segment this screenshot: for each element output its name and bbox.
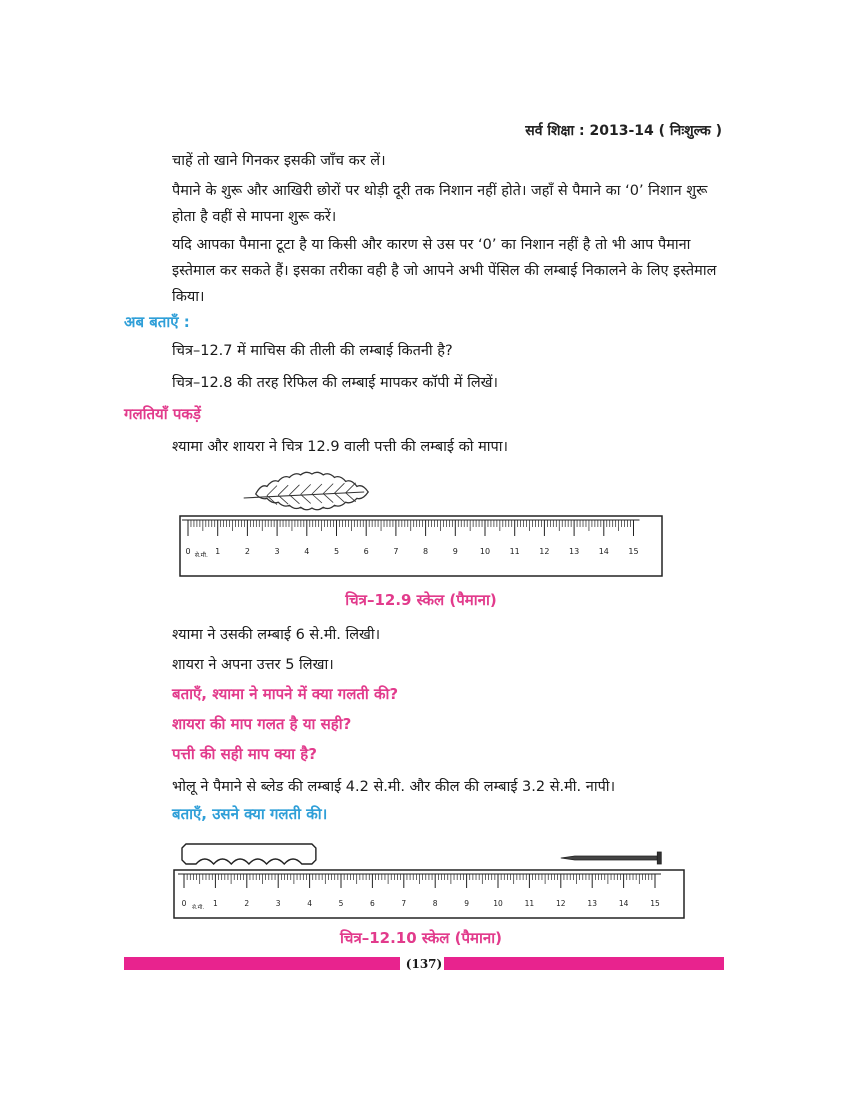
ruler-tick-label: 15	[650, 899, 660, 908]
ruler-tick-label: 8	[432, 899, 438, 908]
ruler-tick-label: 10	[493, 899, 503, 908]
ruler-tick-label: 10	[479, 547, 491, 556]
ruler-tick-label: 12	[539, 547, 550, 556]
ruler-tick-label: 5	[333, 547, 340, 556]
catch-errors-intro: श्यामा और शायरा ने चित्र 12.9 वाली पत्ती की लम्बाई को मापा।	[172, 439, 509, 455]
ruler-tick-label: 6	[370, 899, 375, 908]
leaf-vein	[334, 493, 344, 502]
leaf-vein	[278, 485, 288, 495]
blade-illustration	[182, 844, 316, 864]
ruler-tick-label: 0	[181, 899, 187, 908]
ruler-tick-label: 9	[452, 547, 458, 556]
ruler-tick-label: 9	[464, 899, 469, 908]
leaf-vein	[289, 485, 299, 495]
ruler-tick-label: 14	[598, 547, 609, 556]
ruler-tick-label: 5	[338, 899, 344, 908]
ruler-tick-label: 13	[587, 899, 597, 908]
question-correct-measure: पत्ती की सही माप क्या है?	[172, 745, 317, 763]
ruler-tick-label: 14	[618, 899, 629, 908]
question-shayra-correct: शायरा की माप गलत है या सही?	[172, 715, 352, 733]
leaf-vein	[346, 483, 356, 493]
ruler-tick-label: 4	[307, 899, 312, 908]
footer-bar-left	[124, 957, 400, 970]
ruler-figure-12-9	[176, 466, 666, 582]
leaf-vein	[312, 494, 322, 503]
ruler-tick-label: 11	[509, 547, 520, 556]
question-shyama-mistake: बताएँ, श्यामा ने मापने में क्या गलती की?	[172, 685, 399, 703]
ruler-tick-label: 1	[213, 899, 218, 908]
nail-head	[657, 852, 661, 864]
page-number: (137)	[405, 957, 443, 971]
shayra-answer: शायरा ने अपना उत्तर 5 लिखा।	[172, 657, 334, 673]
leaf-vein	[323, 484, 333, 494]
leaf-vein	[334, 483, 344, 493]
paragraph-2-text: पैमाने के शुरू और आखिरी छोरों पर थोड़ी दूरी तक निशान नहीं होते। जहाँ से पैमाने का ‘0’ निशान शुरू होता है वहीं से मापना शुरू करें।	[172, 183, 708, 225]
leaf-vein	[267, 486, 277, 496]
now-tell-item-2: चित्र–12.8 की तरह रिफिल की लम्बाई मापकर कॉपी में लिखें।	[172, 375, 499, 391]
ruler-tick-label: 6	[363, 547, 369, 556]
leaf-vein	[312, 484, 322, 494]
ruler-tick-label: 0	[185, 547, 191, 556]
leaf-vein	[346, 493, 356, 502]
heading-catch-errors: गलतियाँ पकड़ें	[124, 405, 201, 423]
leaf-vein	[301, 494, 311, 503]
ruler-tick-label: 2	[244, 547, 250, 556]
ruler-tick-label: 7	[393, 547, 399, 556]
ruler-body	[180, 516, 662, 576]
now-tell-item-1: चित्र–12.7 में माचिस की तीली की लम्बाई कितनी है?	[172, 343, 453, 359]
leaf-vein	[301, 484, 311, 494]
question-bholu-mistake: बताएँ, उसने क्या गलती की।	[172, 805, 328, 823]
ruler-tick-label: 15	[628, 547, 639, 556]
ruler-tick-label: 4	[304, 547, 310, 556]
ruler-tick-label: 3	[275, 899, 281, 908]
shyama-answer: श्यामा ने उसकी लम्बाई 6 से.मी. लिखी।	[172, 627, 381, 643]
ruler-tick-label: 8	[423, 547, 429, 556]
leaf-illustration	[256, 472, 369, 509]
page-header: सर्व शिक्षा : 2013-14 ( निःशुल्क )	[525, 123, 722, 139]
ruler-unit-label: से.मी.	[192, 905, 205, 911]
nail-shaft	[561, 856, 657, 860]
leaf-vein	[323, 494, 333, 503]
nail-illustration	[561, 852, 661, 864]
leaf-vein	[289, 495, 299, 504]
ruler-tick-label: 1	[215, 547, 221, 556]
ruler-tick-label: 11	[524, 899, 535, 908]
heading-now-tell: अब बताएँ :	[124, 313, 190, 331]
ruler-tick-label: 7	[401, 899, 407, 908]
figure-12-10-caption: चित्र–12.10 स्केल (पैमाना)	[340, 929, 502, 947]
paragraph-1: चाहें तो खाने गिनकर इसकी जाँच कर लें।	[172, 153, 386, 169]
figure-12-9-caption: चित्र–12.9 स्केल (पैमाना)	[345, 591, 497, 609]
paragraph-3: यदि आपका पैमाना टूटा है या किसी और कारण से उस पर ‘0’ का निशान नहीं है तो भी आप पैमाना इस्तेमाल कर सकते हैं। इसका तरीका वही है जो आपने अभी पेंसिल की लम्बाई निकालने के लिए इस्तेमाल किया।	[172, 237, 717, 305]
ruler-tick-label: 3	[274, 547, 280, 556]
ruler-unit-label: से.मी.	[194, 552, 208, 559]
bholu-text: भोलू ने पैमाने से ब्लेड की लम्बाई 4.2 से.मी. और कील की लम्बाई 3.2 से.मी. नापी।	[172, 779, 616, 795]
ruler-tick-label: 2	[244, 899, 250, 908]
ruler-tick-label: 13	[569, 547, 580, 556]
ruler-tick-label: 12	[556, 899, 566, 908]
footer-bar-right	[444, 957, 724, 970]
ruler-figure-12-10	[170, 836, 690, 922]
paragraph-2	[172, 178, 724, 230]
